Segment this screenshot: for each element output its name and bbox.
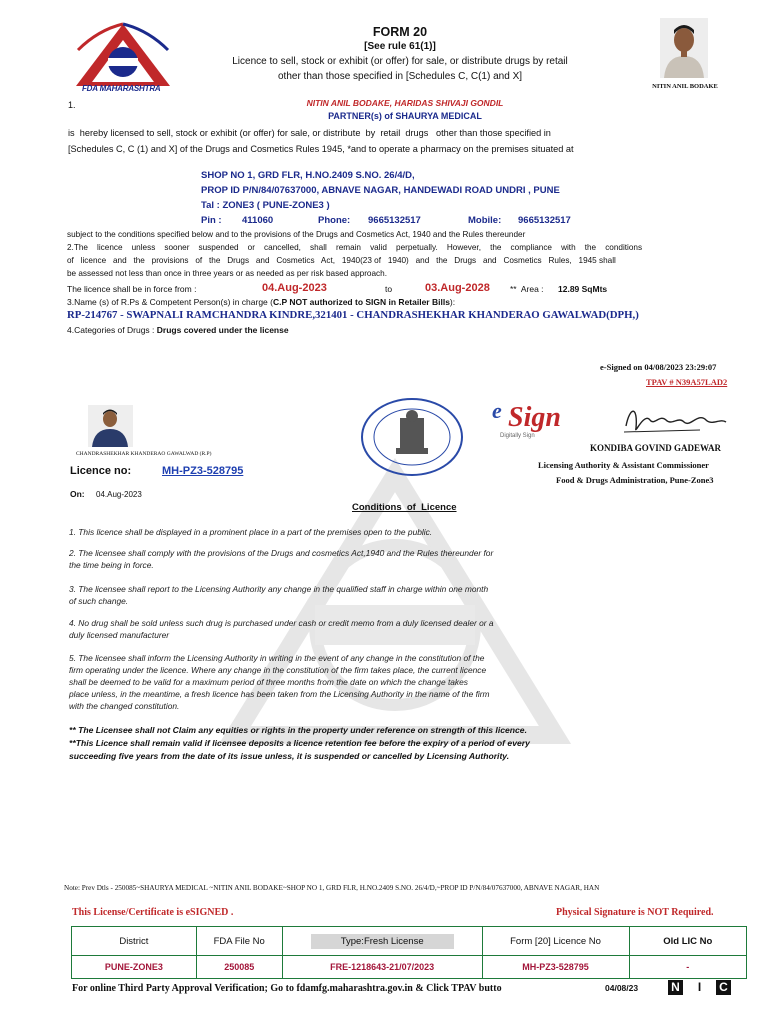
condition-5e: with the changed constitution. [69,701,180,711]
table-cell: MH-PZ3-528795 [482,956,629,979]
licence-no-value: MH-PZ3-528795 [162,465,244,477]
esign-logo-sub: Digitally Sign [500,433,535,439]
photo-caption: NITIN ANIL BODAKE [652,83,718,90]
to-date: 03.Aug-2028 [425,282,490,294]
subtitle-line-2: other than those specified in [Schedules C, C(1) and X] [277,71,523,82]
licensee-names: NITIN ANIL BODAKE, HARIDAS SHIVAJI GONDIL [306,98,504,108]
authority-signature [620,402,730,440]
person-icon [660,18,708,78]
note-2b: succeeding five years from the date of its issue unless, it is suspended or cancelled by Licensing Authority. [69,751,510,761]
subtitle-line-1: Licence to sell, stock or exhibit (or offer) for sale, or distribute drugs by retail [232,56,568,67]
esign-logo-e: e [492,398,502,423]
validity-line-3: be assessed not less than once in three years or as needed as per risk based approach. [67,269,387,278]
table-row [72,956,747,979]
note-2a: **This Licence shall remain valid if licensee deposits a licence retention fee before the expiry of a period of every [69,738,530,748]
authority-office: Food & Drugs Administration, Pune-Zone3 [556,475,714,485]
condition-5b: firm operating under the licence. Where any change in the constitution of the firm takes place, the current licence [69,665,487,675]
persons-close: ): [449,297,456,307]
person-icon [88,405,133,447]
subject-line: subject to the conditions specified below and to the provisions of the Drugs and Cosmetics Act, 1940 and the Rules thereunder [67,230,526,239]
licensee-photo [660,18,708,78]
licence-no-label: Licence no: [70,465,132,477]
address-line-3: Tal : ZONE3 ( PUNE-ZONE3 ) [201,200,330,211]
licence-statement-1: is hereby licensed to sell, stock or exhibit (or offer) for sale, or distribute by retail drugs other than those specified in [68,128,551,138]
table-header-row [72,927,747,956]
categories-label: 4.Categories of Drugs : [67,325,155,335]
condition-2b: the time being in force. [69,560,154,570]
area-value: 12.89 SqMts [558,284,608,294]
type-badge: Type:Fresh License [311,934,454,949]
persons-label: 3.Name (s) of R.Ps & Competent Person(s) in charge ( [67,297,273,307]
condition-5c: shall be deemed to be valid for a maximum period of three months from the date on which the change takes [69,677,468,687]
previous-details-note: Note: Prev Dtls - 250085~SHAURYA MEDICAL ~NITIN ANIL BODAKE~SHOP NO 1, GRD FLR, H.NO.2409 S.NO. 26/4/D,~PROP ID P/N/84/07637000, ABNAVE NAGAR, HAN [64,884,600,892]
rp-photo [88,405,133,447]
licence-summary-table [71,926,747,979]
note-1: ** The Licensee shall not Claim any equities or rights in the property under reference on strength of this licence. [69,725,527,735]
persons-line [67,297,455,307]
rule-reference: [See rule 61(1)] [364,41,436,52]
area-label: ** Area : [510,284,544,294]
box-c: C [716,980,731,995]
licence-on-label: On: [70,489,85,499]
validity-line-2: of licence and the provisions of the Drugs and Cosmetics Act, 1940(23 of 1940) and the Drugs and Cosmetics Rules, 1945 shall [67,256,616,265]
condition-3b: of such change. [69,596,129,606]
phone-label: Phone: [318,215,351,226]
authority-designation: Licensing Authority & Assistant Commissioner [538,460,709,470]
table-cell: - [629,956,746,979]
persons-value: RP-214767 - SWAPNALI RAMCHANDRA KINDRE,321401 - CHANDRASHEKHAR KHANDERAO GAWALWAD(DPH,) [67,309,639,321]
condition-3a: 3. The licensee shall report to the Licensing Authority any change in the qualified staff in charge within one month [69,584,489,594]
authority-name: KONDIBA GOVIND GADEWAR [590,443,722,453]
table-cell: 250085 [196,956,282,979]
esigned-notice: This License/Certificate is eSIGNED . [72,907,234,918]
conditions-title: Conditions of Licence [352,502,457,513]
categories-value: Drugs covered under the license [156,325,289,335]
table-cell: PUNE-ZONE3 [72,956,197,979]
esign-logo-sign: Sign [508,402,561,433]
to-label: to [385,284,393,294]
tpav-verification-note: For online Third Party Approval Verification; Go to fdamfg.maharashtra.gov.in & Click TPAV butto [72,983,502,994]
physical-signature-notice: Physical Signature is NOT Required. [556,907,714,918]
pin-value: 411060 [242,215,274,226]
emblem-seal-icon [358,396,466,478]
box-i: I [697,980,702,994]
partners-line: PARTNER(s) of SHAURYA MEDICAL [328,111,482,121]
address-line-1: SHOP NO 1, GRD FLR, H.NO.2409 S.NO. 26/4/D, [201,170,415,181]
table-header-cell: District [72,927,197,956]
footer-date: 04/08/23 [605,983,639,993]
table-header-cell [282,927,482,956]
condition-4b: duly licensed manufacturer [69,630,170,640]
condition-5d: place unless, in the meantime, a fresh licence has been taken from the Licensing Authority in the name of the firm [69,689,490,699]
table-header-cell: Form [20] Licence No [482,927,629,956]
condition-2a: 2. The licensee shall comply with the provisions of the Drugs and cosmetics Act,1940 and the Rules thereunder for [69,548,494,558]
address-line-2: PROP ID P/N/84/07637000, ABNAVE NAGAR, HANDEWADI ROAD UNDRI , PUNE [201,185,560,196]
box-n: N [668,980,683,995]
pin-label: Pin : [201,215,222,226]
table-header-cell: FDA File No [196,927,282,956]
tpav-number: TPAV # N39A57LAD2 [646,377,728,387]
logo-text: FDA MAHARASHTRA [82,84,161,93]
categories-line [67,325,289,335]
condition-1: 1. This licence shall be displayed in a prominent place in a part of the premises open to the public. [69,527,433,537]
condition-4a: 4. No drug shall be sold unless such drug is purchased under cash or credit memo from a duly licensed dealer or a [69,618,494,628]
esigned-on: e-Signed on 04/08/2023 23:29:07 [600,362,717,372]
mobile-value: 9665132517 [518,215,571,226]
validity-line-1: 2.The licence unless sooner suspended or cancelled, shall remain valid perpetually. However, the compliance with the conditions [67,243,643,252]
form-title: FORM 20 [372,25,428,39]
persons-note: C.P NOT authorized to SIGN in Retailer Bills [272,297,450,307]
table-cell: FRE-1218643-21/07/2023 [282,956,482,979]
from-date: 04.Aug-2023 [262,282,327,294]
force-label: The licence shall be in force from : [67,284,197,294]
table-header-cell: Old LIC No [629,927,746,956]
item-number: 1. [68,100,76,110]
mobile-label: Mobile: [468,215,502,226]
licence-statement-2: [Schedules C, C (1) and X] of the Drugs and Cosmetics Rules 1945, *and to operate a pharmacy on the premises situated at [68,144,574,154]
rp-caption: CHANDRASHEKHAR KHANDERAO GAWALWAD (R.P) [76,451,212,457]
condition-5a: 5. The licensee shall inform the Licensing Authority in writing in the event of any change in the constitution of the [69,653,485,663]
phone-value: 9665132517 [368,215,421,226]
licence-on-value: 04.Aug-2023 [96,490,142,499]
